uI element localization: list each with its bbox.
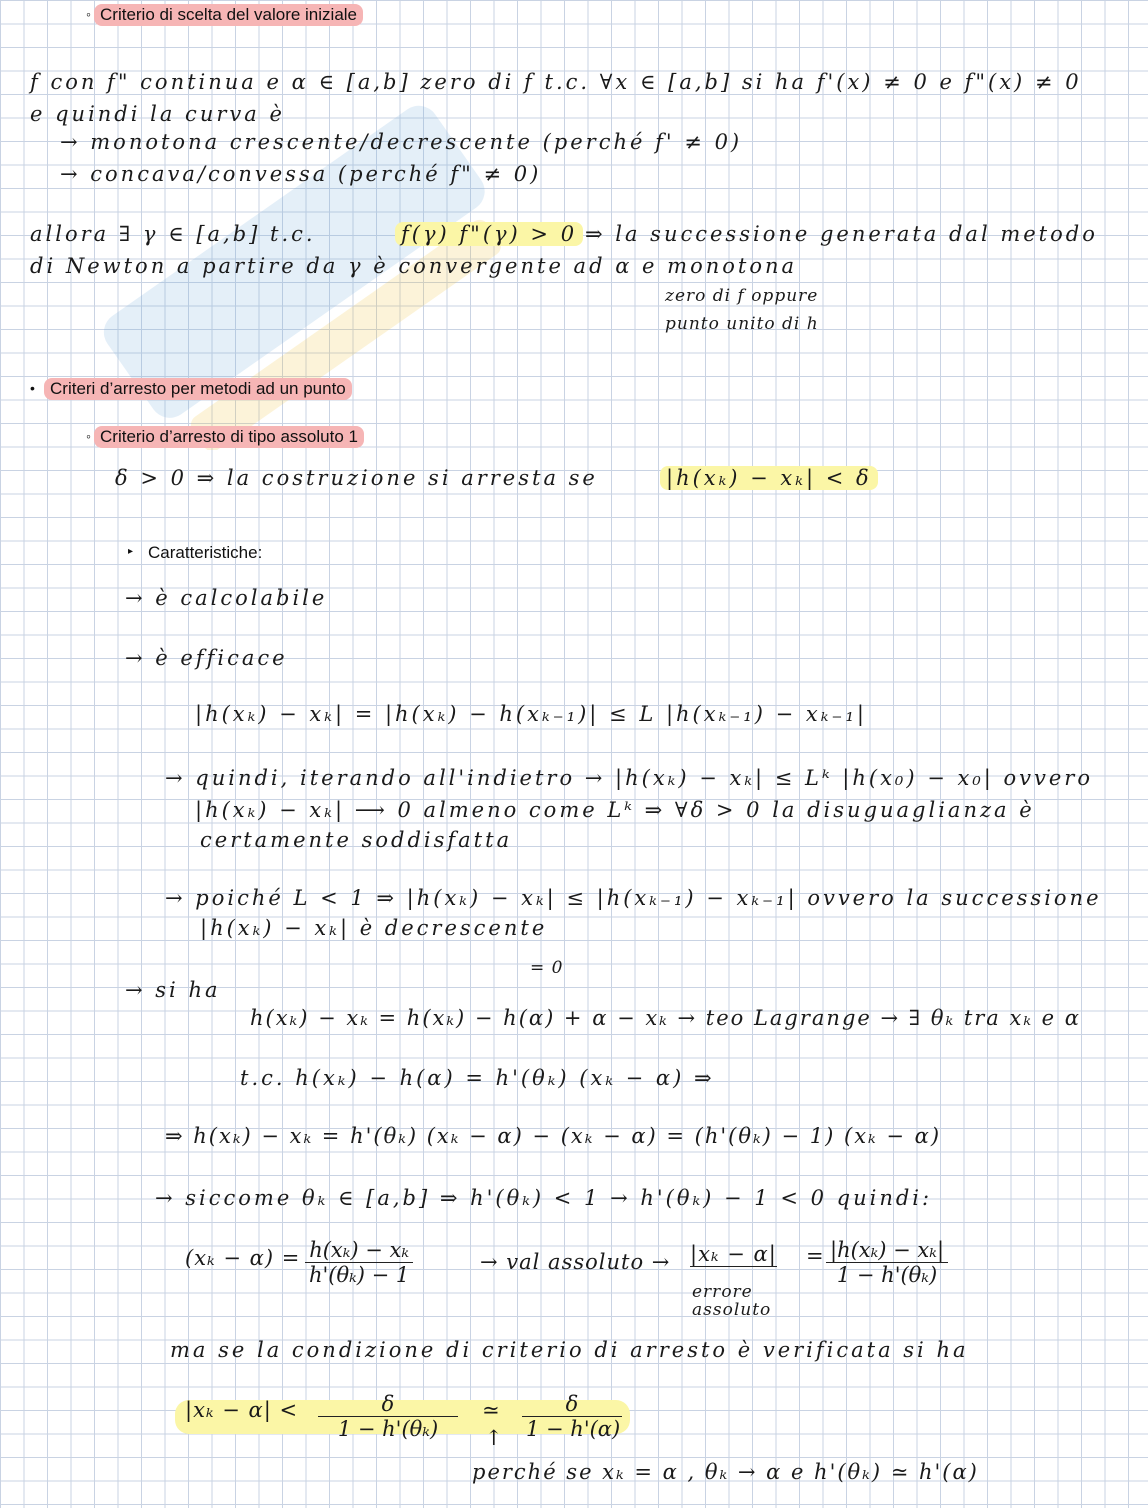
ring-bullet: ◦ xyxy=(86,6,91,22)
fraction xyxy=(318,1392,458,1441)
handwritten-line: e quindi la curva è xyxy=(30,102,285,126)
handwritten-line: f con f" continua e α ∈ [a,b] zero di f t.c. ∀x ∈ [a,b] si ha f'(x) ≠ 0 e f"(x) ≠ 0 xyxy=(30,70,1082,94)
handwritten-line: perché se xₖ = α , θₖ → α e h'(θₖ) ≃ h'(α) xyxy=(472,1460,979,1484)
fraction-denominator: h'(θₖ) − 1 xyxy=(309,1263,410,1287)
bullet: • xyxy=(30,380,35,396)
ring-bullet: ◦ xyxy=(86,428,91,444)
characteristics-label: Caratteristiche: xyxy=(148,543,263,562)
fraction-denominator: 1 − h'(θₖ) xyxy=(836,1263,938,1287)
handwritten-line: → siccome θₖ ∈ [a,b] ⇒ h'(θₖ) < 1 → h'(θₖ) − 1 < 0 quindi: xyxy=(155,1186,933,1210)
handwritten-line: ma se la condizione di criterio di arresto è verificata si ha xyxy=(170,1338,969,1362)
handwritten-expr: |xₖ − α| xyxy=(690,1242,777,1266)
handwritten-line: → monotona crescente/decrescente (perché f' ≠ 0) xyxy=(60,130,743,154)
handwritten-line: allora ∃ γ ∈ [a,b] t.c. xyxy=(30,222,316,246)
handwritten-expr: (xₖ − α) = xyxy=(185,1246,301,1270)
handwritten-note: errore xyxy=(692,1282,753,1302)
fraction-denominator: 1 − h'(θₖ) xyxy=(337,1417,439,1441)
handwritten-line: |h(xₖ) − xₖ| ⟶ 0 almeno come Lᵏ ⇒ ∀δ > 0 la disuguaglianza è xyxy=(195,798,1035,822)
handwritten-note: zero di f oppure xyxy=(665,286,819,306)
handwritten-note: assoluto xyxy=(692,1300,772,1320)
up-arrow-icon: ↑ xyxy=(485,1426,506,1450)
handwritten-note: punto unito di h xyxy=(665,314,819,334)
fraction-numerator: h(xₖ) − xₖ xyxy=(305,1238,413,1263)
handwritten-line: h(xₖ) − xₖ = h(xₖ) − h(α) + α − xₖ → teo Lagrange → ∃ θₖ tra xₖ e α xyxy=(250,1006,1081,1030)
handwritten-line: ⇒ la successione generata dal metodo xyxy=(585,222,1098,246)
fraction-numerator: δ xyxy=(318,1392,458,1417)
handwritten-line: |h(xₖ) − xₖ| è decrescente xyxy=(200,916,548,940)
highlighted-condition: |h(xₖ) − xₖ| < δ xyxy=(660,466,878,490)
fraction-denominator: 1 − h'(α) xyxy=(526,1417,621,1441)
fraction xyxy=(522,1392,622,1441)
handwritten-line: → poiché L < 1 ⇒ |h(xₖ) − xₖ| ≤ |h(xₖ₋₁) − xₖ₋₁| ovvero la successione xyxy=(165,886,1102,910)
handwritten-line: → concava/convessa (perché f" ≠ 0) xyxy=(60,162,542,186)
handwritten-expr: → val assoluto → xyxy=(480,1250,671,1274)
section-header-absolute-criterion: Criterio d’arresto di tipo assoluto 1 xyxy=(94,426,364,448)
handwritten-line: → si ha xyxy=(125,978,221,1002)
handwritten-line: δ > 0 ⇒ la costruzione si arresta se xyxy=(115,466,598,490)
fraction-numerator: |h(xₖ) − xₖ| xyxy=(826,1238,948,1263)
handwritten-line: t.c. h(xₖ) − h(α) = h'(θₖ) (xₖ − α) ⇒ xyxy=(240,1066,715,1090)
approx-symbol: ≃ xyxy=(482,1398,503,1422)
fraction xyxy=(826,1238,948,1287)
highlighted-condition: f(γ) f"(γ) > 0 xyxy=(395,222,583,246)
handwritten-line: ⇒ h(xₖ) − xₖ = h'(θₖ) (xₖ − α) − (xₖ − α) = (h'(θₖ) − 1) (xₖ − α) xyxy=(165,1124,942,1148)
handwritten-line: → quindi, iterando all'indietro → |h(xₖ) − xₖ| ≤ Lᵏ |h(x₀) − x₀| ovvero xyxy=(165,766,1093,790)
sub-bullet: ▸ xyxy=(128,546,134,557)
handwritten-expr: = xyxy=(806,1244,827,1268)
handwritten-line: |h(xₖ) − xₖ| = |h(xₖ) − h(xₖ₋₁)| ≤ L |h(xₖ₋₁) − xₖ₋₁| xyxy=(195,702,867,726)
handwritten-line: → è efficace xyxy=(125,646,288,670)
handwritten-expr: |xₖ − α| < xyxy=(185,1398,299,1422)
handwritten-line: di Newton a partire da γ è convergente ad α e monotona xyxy=(30,254,798,278)
handwritten-line: certamente soddisfatta xyxy=(200,828,513,852)
handwritten-note: = 0 xyxy=(530,958,564,978)
handwritten-line: → è calcolabile xyxy=(125,586,328,610)
fraction xyxy=(305,1238,413,1287)
fraction-numerator: δ xyxy=(522,1392,622,1417)
section-header-initial-value: Criterio di scelta del valore iniziale xyxy=(94,4,363,26)
section-header-stop-criteria: Criteri d’arresto per metodi ad un punto xyxy=(44,378,352,400)
